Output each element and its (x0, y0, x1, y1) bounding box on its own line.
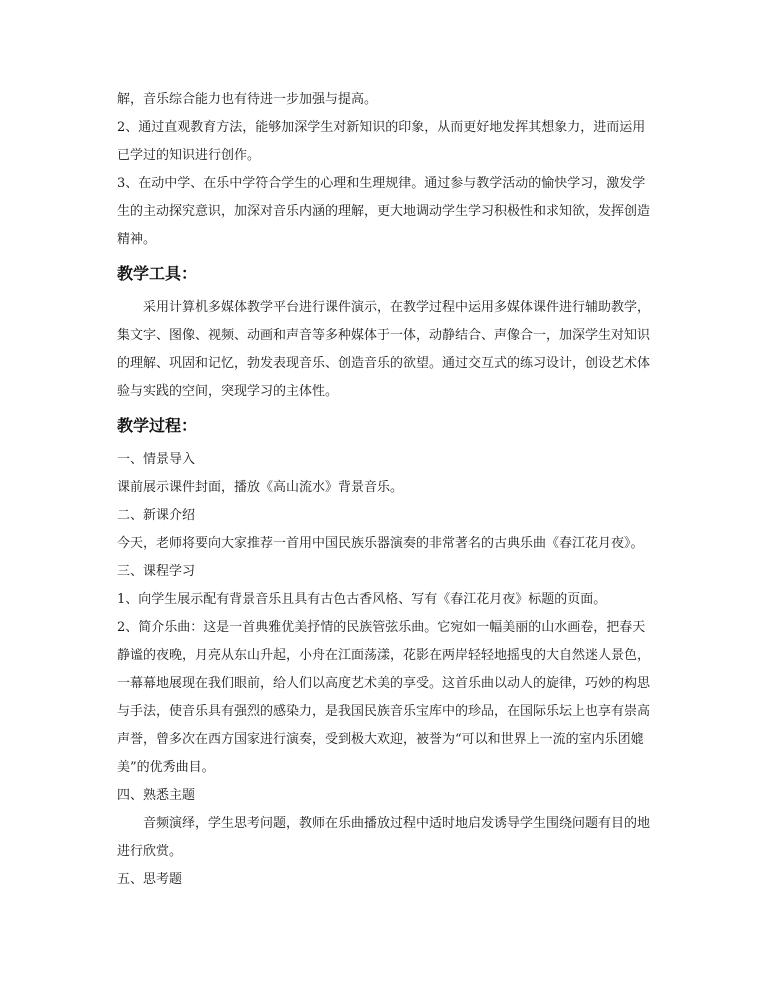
paragraph-course-item-2: 2、简介乐曲：这是一首典雅优美抒情的民族管弦乐曲。它宛如一幅美丽的山水画卷，把春天静谧的夜晚，月亮从东山升起，小舟在江面荡漾，花影在两岸轻轻地摇曳的大自然迷人景色，一幕幕地展现在我们眼前，给人们以高度艺术美的享受。这首乐曲以动人的旋律，巧妙的构思与手法，使音乐具有强烈的感染力，是我国民族音乐宝库中的珍品，在国际乐坛上也享有崇高声誉，曾多次在西方国家进行演奏，受到极大欢迎，被誉为“可以和世界上一流的室内乐团媲美”的优秀曲目。 (117, 620, 651, 775)
paragraph-new-lesson: 今天，老师将要向大家推荐一首用中国民族乐器演奏的非常著名的古典乐曲《春江花月夜》。 (117, 536, 644, 551)
paragraph-intro: 课前展示课件封面，播放《高山流水》背景音乐。 (117, 480, 404, 495)
section-title-new-lesson: 二、新课介绍 (117, 508, 196, 523)
section-title-questions: 五、思考题 (117, 872, 183, 887)
section-title-course-study: 三、课程学习 (117, 564, 196, 579)
paragraph-intuitive-method: 2、通过直观教育方法，能够加深学生对新知识的印象，从而更好地发挥其想象力，进而运用已学过的知识进行创作。 (117, 120, 646, 163)
paragraph-course-item-1: 1、向学生展示配有背景音乐且具有古色古香风格、写有《春江花月夜》标题的页面。 (117, 592, 607, 607)
paragraph-learning-in-motion: 3、在动中学、在乐中学符合学生的心理和生理规律。通过参与教学活动的愉快学习，激发学生的主动探究意识，加深对音乐内涵的理解，更大地调动学生学习积极性和求知欲，发挥创造精神。 (117, 176, 651, 247)
section-title-theme: 四、熟悉主题 (117, 788, 196, 803)
paragraph-ability: 解，音乐综合能力也有待进一步加强与提高。 (117, 92, 378, 107)
paragraph-theme: 音频演绎，学生思考问题，教师在乐曲播放过程中适时地启发诱导学生围绕问题有目的地进行欣赏。 (117, 816, 651, 859)
heading-teaching-tools: 教学工具： (117, 264, 198, 283)
heading-teaching-process: 教学过程： (117, 416, 198, 435)
document-page (117, 86, 657, 894)
section-title-intro: 一、情景导入 (117, 452, 196, 467)
paragraph-teaching-tools: 采用计算机多媒体教学平台进行课件演示，在教学过程中运用多媒体课件进行辅助教学，集文字、图像、视频、动画和声音等多种媒体于一体，动静结合、声像合一，加深学生对知识的理解、巩固和记忆，勃发表现音乐、创造音乐的欲望。通过交互式的练习设计，创设艺术体验与实践的空间，突现学习的主体性。 (117, 300, 651, 399)
